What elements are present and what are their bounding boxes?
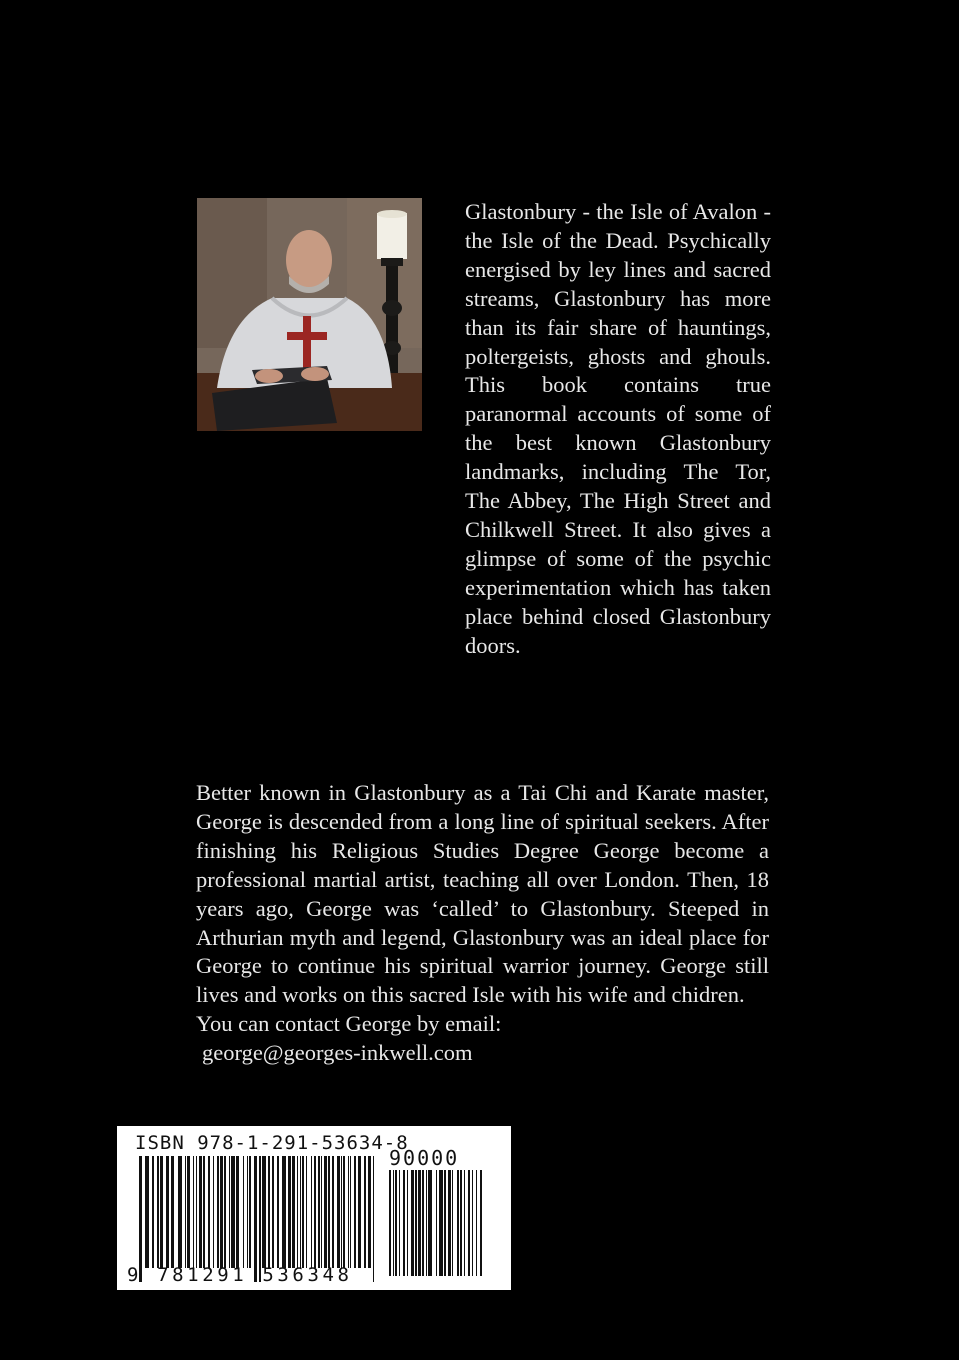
barcode-bar bbox=[358, 1156, 361, 1268]
author-bio-text: Better known in Glastonbury as a Tai Chi and Karate master, George is descended from a long line of spiritual seekers. After finishing his Religious Studies Degree George become a professional martial artist, teaching all over London. Then, 18 years ago, George was ‘called’ to Glastonbury. Steeped in Arthurian myth and legend, Glastonbury was an ideal place for George to continue his spiritual warrior journey. George still lives and works on this sacred Isle with his wife and chidren. bbox=[196, 780, 769, 1008]
contact-line: You can contact George by email: bbox=[196, 1011, 502, 1037]
barcode-bar bbox=[196, 1156, 197, 1268]
barcode-bar bbox=[193, 1156, 194, 1268]
barcode-bar bbox=[217, 1156, 219, 1268]
barcode-bar bbox=[160, 1156, 163, 1268]
barcode-bar bbox=[448, 1170, 451, 1276]
barcode-bar bbox=[157, 1156, 159, 1268]
barcode-bar bbox=[368, 1156, 371, 1268]
barcode-bar bbox=[348, 1156, 349, 1268]
barcode-bar bbox=[229, 1156, 230, 1268]
barcode-bar bbox=[472, 1170, 473, 1276]
barcode-bar bbox=[341, 1156, 342, 1268]
barcode-bar bbox=[220, 1156, 223, 1268]
barcode-bar bbox=[282, 1156, 286, 1268]
barcode-bar bbox=[350, 1156, 351, 1268]
barcode-bar bbox=[332, 1156, 334, 1268]
barcode-bar bbox=[145, 1156, 149, 1268]
isbn-barcode bbox=[117, 1126, 511, 1290]
barcode-bar bbox=[444, 1170, 446, 1276]
barcode-bar bbox=[224, 1156, 226, 1268]
barcode-bar bbox=[403, 1170, 405, 1276]
author-photo bbox=[197, 198, 422, 431]
barcode-bar bbox=[436, 1170, 437, 1276]
barcode-bar bbox=[292, 1156, 295, 1268]
barcode-bar bbox=[247, 1156, 248, 1268]
barcode-bar bbox=[178, 1156, 182, 1268]
barcode-bar bbox=[395, 1170, 397, 1276]
barcode-bar bbox=[407, 1170, 408, 1276]
barcode-bar bbox=[343, 1156, 345, 1268]
barcode-bar bbox=[480, 1170, 482, 1276]
barcode-bar bbox=[324, 1156, 327, 1268]
barcode-bar bbox=[297, 1156, 298, 1268]
barcode-bar bbox=[418, 1170, 421, 1276]
author-bio bbox=[196, 779, 769, 1068]
barcode-bar bbox=[249, 1156, 251, 1268]
barcode-bar bbox=[321, 1156, 322, 1268]
barcode-bar bbox=[243, 1156, 244, 1268]
author-photo-illustration bbox=[197, 198, 422, 431]
barcode-bar bbox=[213, 1156, 214, 1268]
barcode-bar bbox=[277, 1156, 279, 1268]
barcode-bar bbox=[272, 1156, 274, 1268]
barcode-bar bbox=[318, 1156, 320, 1268]
barcode-bar bbox=[311, 1156, 312, 1268]
barcode-bar bbox=[262, 1156, 266, 1268]
barcode-bar bbox=[328, 1156, 330, 1268]
barcode-bar bbox=[373, 1156, 374, 1282]
barcode-bar bbox=[393, 1170, 394, 1276]
barcode-bar bbox=[460, 1170, 462, 1276]
barcode-bar bbox=[314, 1156, 316, 1268]
barcode-bar bbox=[199, 1156, 202, 1268]
barcode-bar bbox=[306, 1156, 307, 1268]
barcode-bar bbox=[457, 1170, 459, 1276]
barcode-bar bbox=[166, 1156, 169, 1268]
barcode-bar bbox=[411, 1170, 414, 1276]
barcode-digits: 9 781291 536348 bbox=[127, 1264, 353, 1286]
barcode-bar bbox=[152, 1156, 154, 1268]
barcode-bar bbox=[185, 1156, 186, 1268]
barcode-bar bbox=[337, 1156, 340, 1268]
barcode-bar bbox=[203, 1156, 205, 1268]
addon-bars bbox=[389, 1170, 485, 1290]
barcode-bar bbox=[468, 1170, 470, 1276]
isbn-label: ISBN 978-1-291-53634-8 bbox=[135, 1132, 409, 1154]
barcode-bar bbox=[399, 1170, 400, 1276]
barcode-bar bbox=[268, 1156, 270, 1268]
barcode-bar bbox=[354, 1156, 356, 1268]
barcode-bar bbox=[452, 1170, 453, 1276]
book-blurb: Glastonbury - the Isle of Avalon - the Isle of the Dead. Psychically energised by ley lines and sacred streams, Glastonbury has more than its fair share of hauntings, poltergeists, ghosts and ghouls. This book contains true paranormal accounts of some of the best known Glastonbury landmarks, including The Tor, The Abbey, The High Street and Chilkwell Street. It also gives a glimpse of some of the psychic experimentation which has taken place behind closed Glastonbury doors. bbox=[465, 199, 771, 658]
barcode-bar bbox=[428, 1170, 432, 1276]
barcode-bar bbox=[422, 1170, 424, 1276]
barcode-bar bbox=[231, 1156, 235, 1268]
barcode-bar bbox=[300, 1156, 301, 1268]
barcode-bar bbox=[476, 1170, 477, 1276]
price-code: 90000 bbox=[389, 1146, 460, 1170]
barcode-bar bbox=[236, 1156, 239, 1268]
barcode-bar bbox=[364, 1156, 366, 1268]
barcode-bar bbox=[439, 1170, 443, 1276]
barcode-bar bbox=[426, 1170, 427, 1276]
barcode-bar bbox=[208, 1156, 210, 1268]
barcode-bar bbox=[187, 1156, 190, 1268]
barcode-bar bbox=[464, 1170, 465, 1276]
barcode-bar bbox=[171, 1156, 174, 1268]
barcode-bar bbox=[415, 1170, 417, 1276]
barcode-bar bbox=[389, 1170, 391, 1276]
barcode-bar bbox=[288, 1156, 291, 1268]
contact-email: george@georges-inkwell.com bbox=[202, 1040, 473, 1066]
barcode-bar bbox=[302, 1156, 304, 1268]
